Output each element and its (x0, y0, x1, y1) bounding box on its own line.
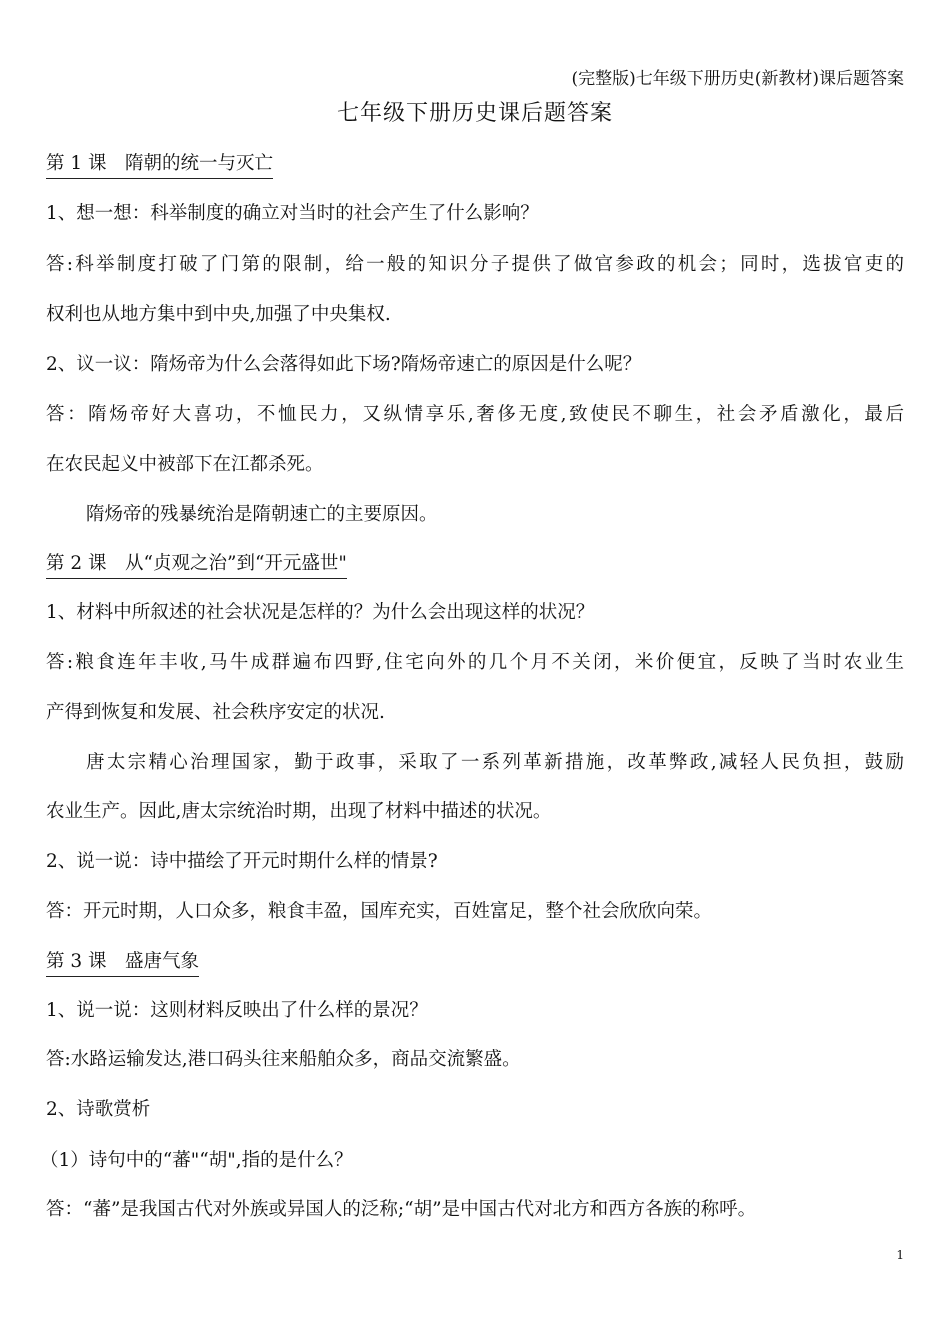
lesson-3-answer-1: 答:水路运输发达,港口码头往来船舶众多，商品交流繁盛。 (46, 1049, 521, 1070)
lesson-2-question-1: 1、材料中所叙述的社会状况是怎样的？为什么会出现这样的状况？ (46, 602, 595, 623)
lesson-1-answer-1-line-1: 答:科举制度打破了门第的限制，给一般的知识分子提供了做官参政的机会；同时，选拔官吏的 (46, 254, 904, 275)
lesson-2-question-2: 2、说一说：诗中描绘了开元时期什么样的情景? (46, 851, 438, 872)
lesson-3-question-1: 1、说一说：这则材料反映出了什么样的景况？ (46, 1000, 428, 1021)
lesson-1-answer-2-line-1: 答：隋炀帝好大喜功，不恤民力，又纵情享乐,奢侈无度,致使民不聊生，社会矛盾激化，最后 (46, 404, 904, 425)
page-number: 1 (896, 1248, 904, 1262)
lesson-3-subquestion-1: （1）诗句中的“蕃"“胡",指的是什么？ (40, 1150, 353, 1171)
lesson-3-answer-2: 答：“蕃”是我国古代对外族或异国人的泛称;“胡”是中国古代对北方和西方各族的称呼。 (46, 1199, 757, 1220)
lesson-1-question-1: 1、想一想：科举制度的确立对当时的社会产生了什么影响？ (46, 203, 539, 224)
lesson-1-answer-2-line-2: 在农民起义中被部下在江都杀死。 (46, 454, 324, 475)
lesson-2-answer-1-line-3: 唐太宗精心治理国家，勤于政事，采取了一系列革新措施，改革弊政,减轻人民负担，鼓励 (86, 752, 904, 773)
lesson-1-question-2: 2、议一议：隋炀帝为什么会落得如此下场?隋炀帝速亡的原因是什么呢？ (46, 354, 642, 375)
lesson-3-heading: 第 3 课 盛唐气象 (46, 950, 199, 977)
running-header: (完整版)七年级下册历史(新教材)课后题答案 (571, 69, 904, 89)
document-title: 七年级下册历史课后题答案 (336, 101, 613, 126)
lesson-1-answer-2-line-3: 隋炀帝的残暴统治是隋朝速亡的主要原因。 (86, 504, 438, 525)
lesson-2-answer-1-line-1: 答:粮食连年丰收,马牛成群遍布四野,住宅向外的几个月不关闭，米价便宜，反映了当时农业生 (46, 652, 904, 673)
lesson-2-answer-1-line-2: 产得到恢复和发展、社会秩序安定的状况. (46, 702, 385, 723)
lesson-1-answer-1-line-2: 权利也从地方集中到中央,加强了中央集权. (46, 304, 391, 325)
lesson-2-answer-2: 答：开元时期，人口众多，粮食丰盈，国库充实，百姓富足，整个社会欣欣向荣。 (46, 901, 713, 922)
lesson-1-heading: 第 1 课 隋朝的统一与灭亡 (46, 152, 273, 179)
lesson-2-heading: 第 2 课 从“贞观之治”到“开元盛世" (46, 552, 347, 579)
lesson-3-question-2: 2、诗歌赏析 (46, 1099, 151, 1120)
lesson-2-answer-1-line-4: 农业生产。因此,唐太宗统治时期，出现了材料中描述的状况。 (46, 801, 552, 822)
